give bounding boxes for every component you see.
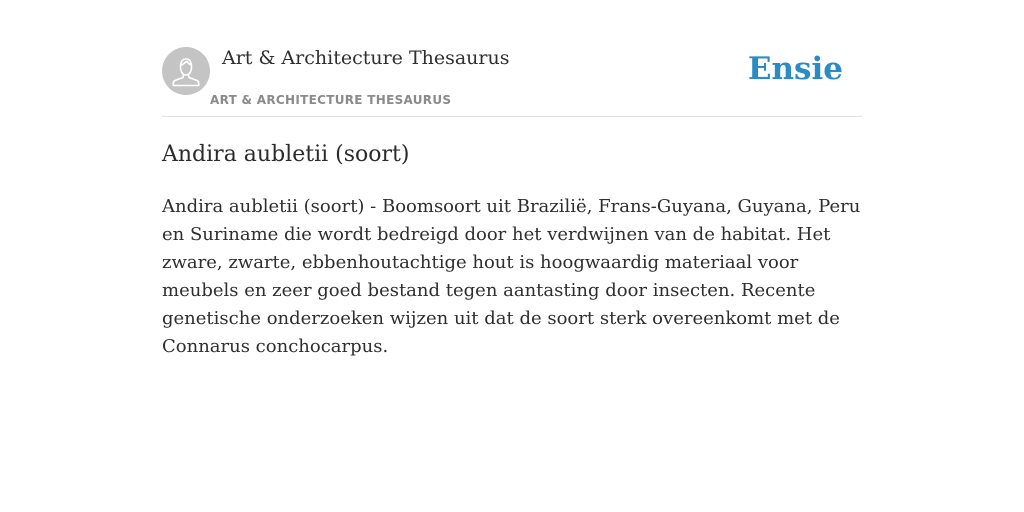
page-header (162, 46, 862, 117)
article-body: Andira aubletii (soort) - Boomsoort uit Brazilië, Frans-Guyana, Guyana, Peru en Suriname die wordt bedreigd door het verdwijnen van de habitat. Het zware, zwarte, ebbenhoutachtige hout is hoogwaardig materiaal voor meubels en zeer goed bestand tegen aantasting door insecten. Recente genetische onderzoeken wijzen uit dat de soort sterk overeenkomt met de Connarus conchocarpus. (162, 196, 861, 357)
author-tag: ART & ARCHITECTURE THESAURUS (210, 93, 452, 107)
user-silhouette-icon (162, 47, 210, 95)
brand-logo-link[interactable]: Ensie (747, 51, 843, 87)
author-name[interactable]: Art & Architecture Thesaurus (222, 47, 510, 69)
page-title: Andira aubletii (soort) (162, 142, 410, 167)
avatar[interactable] (162, 47, 210, 95)
